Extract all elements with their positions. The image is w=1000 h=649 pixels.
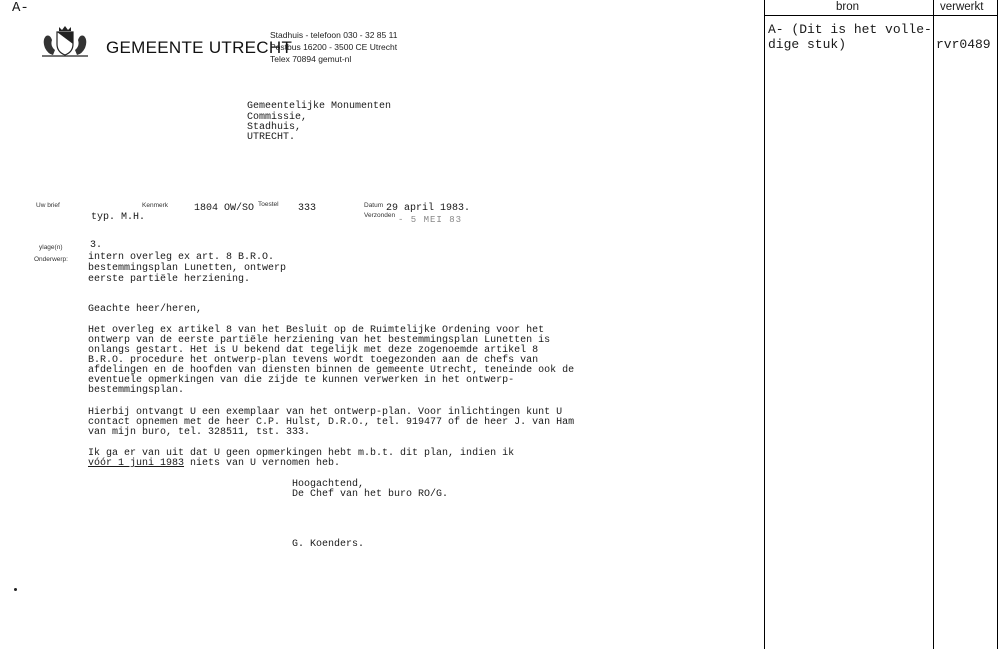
table-left-border <box>764 0 765 649</box>
table-column-divider <box>933 0 934 649</box>
contact-line: Stadhuis - telefoon 030 - 32 85 11 <box>270 30 398 40</box>
paragraph-line-rest: niets van U vernomen heb. <box>184 458 341 469</box>
bron-cell-line: A- (Dit is het volle- <box>768 22 932 37</box>
paragraph-line: afdelingen en de hoofden van diensten binnen de gemeente Utrecht, teneinde ook de <box>88 365 575 376</box>
subject-line: bestemmingsplan Lunetten, ontwerp <box>88 263 287 274</box>
paragraph-line: onlangs gestart. Het is U bekend dat tegelijk met deze zogenoemde artikel 8 <box>88 345 539 356</box>
bron-cell-line: dige stuk) <box>768 37 847 52</box>
recipient-address-line: UTRECHT. <box>247 132 296 143</box>
paragraph-line <box>88 459 340 469</box>
datum-label: Datum <box>364 202 384 209</box>
organization-name: GEMEENTE UTRECHT <box>106 38 293 57</box>
paragraph-line: Hierbij ontvangt U een exemplaar van het ontwerp-plan. Voor inlichtingen kunt U <box>88 407 563 418</box>
verwerkt-cell: rvr0489 <box>936 37 991 52</box>
paragraph-line: Ik ga er van uit dat U geen opmerkingen hebt m.b.t. dit plan, indien ik <box>88 448 515 459</box>
kenmerk-label: Kenmerk <box>142 202 169 209</box>
paragraph-line: ontwerp van de eerste partiële herziening van het bestemmingsplan Lunetten is <box>88 335 551 346</box>
paragraph-line: Het overleg ex artikel 8 van het Besluit op de Ruimtelijke Ordening voor het <box>88 325 545 336</box>
toestel-label: Toestel <box>258 201 279 208</box>
paragraph-line: bestemmingsplan. <box>88 385 185 396</box>
scan-speck <box>14 588 17 591</box>
document-corner-label: A- <box>12 0 29 16</box>
closing-line: Hoogachtend, <box>292 479 365 490</box>
column-header-verwerkt: verwerkt <box>940 1 984 13</box>
bijlage-label: ylage(n) <box>39 244 63 251</box>
recipient-address-line: Stadhuis, <box>247 122 302 133</box>
table-right-border <box>997 0 998 649</box>
column-header-bron: bron <box>836 1 860 13</box>
uw-brief-label: Uw brief <box>36 202 60 209</box>
paragraph-line: van mijn buro, tel. 328511, tst. 333. <box>88 427 311 438</box>
onderwerp-label: Onderwerp: <box>34 256 68 263</box>
contact-line: Telex 70894 gemut-nl <box>270 54 352 64</box>
table-header-rule <box>764 15 998 16</box>
kenmerk-value: 1804 OW/SO <box>194 203 255 214</box>
city-coat-of-arms-logo <box>38 24 92 58</box>
contact-line: Postbus 16200 - 3500 CE Utrecht <box>270 42 398 52</box>
bijlage-value: 3. <box>90 240 103 251</box>
verzonden-date-stamp: - 5 MEI 83 <box>398 215 463 225</box>
deadline-date-underlined: vóór 1 juni 1983 <box>88 458 185 469</box>
toestel-value: 333 <box>298 203 317 214</box>
recipient-address-line: Gemeentelijke Monumenten <box>247 101 392 112</box>
datum-value: 29 april 1983. <box>386 203 471 214</box>
recipient-address-line: Commissie, <box>247 112 308 123</box>
paragraph-line: contact opnemen met de heer C.P. Hulst, D.R.O., tel. 919477 of de heer J. van Ham <box>88 417 575 428</box>
salutation: Geachte heer/heren, <box>88 304 203 315</box>
typist-initials: typ. M.H. <box>91 212 146 223</box>
paragraph-line: eventuele opmerkingen van die zijde te kunnen verwerken in het ontwerp- <box>88 375 515 386</box>
closing-line: De Chef van het buro RO/G. <box>292 489 449 500</box>
signature-name: G. Koenders. <box>292 539 365 550</box>
subject-line: intern overleg ex art. 8 B.R.O. <box>88 252 275 263</box>
subject-line: eerste partiële herziening. <box>88 274 251 285</box>
verzonden-label: Verzonden <box>364 212 396 219</box>
paragraph-line: B.R.O. procedure het ontwerp-plan tevens wordt toegezonden aan de chefs van <box>88 355 539 366</box>
